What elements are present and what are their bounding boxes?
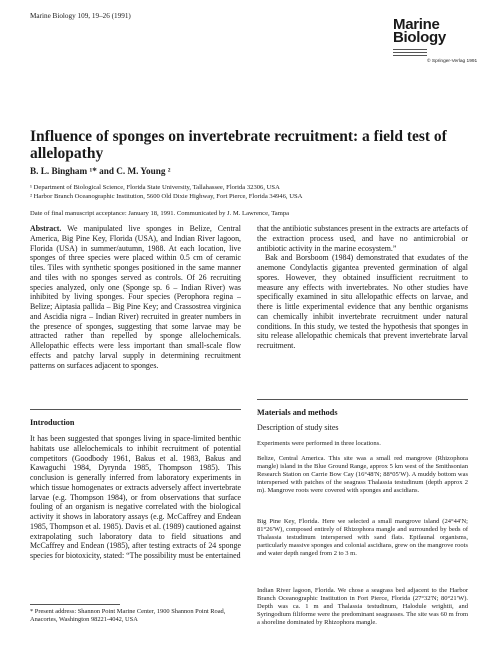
- logo-line-2: Biology: [393, 29, 446, 46]
- site-indian-river: Indian River lagoon, Florida. We chose a seagrass bed adjacent to the Harbor Branch Oceanographic Institution in Fort Pierce, Florida (27°32′N; 80°21′W). Depth was ca. 1 m and Thalassia testudinum, Halodule wrightii, and Syringodium filiforme were the predominant seagrasses. The site was 60 m from a shoreline dominated by Rhizophora mangle.: [257, 587, 468, 627]
- abstract-label: Abstract.: [30, 224, 62, 233]
- article-title: Influence of sponges on invertebrate recruitment: a field test of allelopathy: [30, 128, 447, 162]
- article-authors: B. L. Bingham ¹* and C. M. Young ²: [30, 166, 171, 176]
- journal-citation: Marine Biology 109, 19–26 (1991): [30, 12, 131, 20]
- section-divider-right: [257, 399, 468, 400]
- affiliation-1: ¹ Department of Biological Science, Florida State University, Tallahassee, Florida 32306, USA: [30, 184, 280, 191]
- logo-copyright: © Springer-Verlag 1991: [427, 59, 478, 64]
- section-divider: [30, 409, 241, 410]
- affiliations: [30, 183, 302, 201]
- intro-continued-para-1: that the antibiotic substances present in the extracts are artefacts of the extraction process used, and have no antimicrobial or antibiotic activity in the marine ecosystem.”: [257, 224, 468, 253]
- affiliation-2: ² Harbor Branch Oceanographic Institution, 5600 Old Dixie Highway, Fort Pierce, Florida 34946, USA: [30, 193, 303, 200]
- methods-heading: Materials and methods: [257, 408, 338, 417]
- intro-continued-para-2: Bak and Borsboom (1984) demonstrated that exudates of the anemone Condylactis gigantea prevented germination of algal spores. However, they obtained insufficient recruitment to measure any effects with invertebrates. No other studies have specifically examined in situ allelopathic effects on larvae, and there is little experimental evidence that any benthic organisms can chemically inhibit invertebrate recruitment under natural conditions. In this study, we tested the hypothesis that sponges in situ release allelopathic chemicals that prevent invertebrate larval recruitment.: [257, 253, 468, 350]
- study-sites-intro: Experiments were performed in three locations.: [257, 440, 381, 447]
- journal-logo: [393, 16, 478, 64]
- footnote-rule: [30, 604, 120, 605]
- abstract: [30, 224, 241, 370]
- intro-continued: [257, 224, 468, 351]
- introduction-heading: Introduction: [30, 418, 75, 427]
- study-sites-heading: Description of study sites: [257, 423, 339, 432]
- site-big-pine-key: Big Pine Key, Florida. Here we selected a small mangrove island (24°44′N; 81°26′W), composed entirely of Rhizophora mangle and surrounded by beds of Thalassia testudinum interspersed with sand flats. Epifaunal organisms, particularly massive sponges and colonial ascidians, grew on the mangrove roots and water depth ranged from 2 to 3 m.: [257, 518, 468, 558]
- footnote: * Present address: Shannon Point Marine Center, 1900 Shannon Point Road, Anacortes, Washington 98221-4042, USA: [30, 608, 226, 624]
- logo-fine-print: [393, 48, 427, 56]
- abstract-text: We manipulated live sponges in Belize, Central America, Big Pine Key, Florida (USA), and Indian River lagoon, Florida (USA) in summer/autumn, 1988. At each location, live sponges of three species were placed within 0.5 cm of ceramic tiles. Tiles with synthetic sponges positioned in the same manner and tiles with no sponges served as controls. Of 26 recruiting species analyzed, only one (Sponge sp. 6 – Indian River) was inhibited by living sponges. Four species (Perophora regina – Belize; Aiptasia pallida – Big Pine Key; and Crassostrea virginica and Ascidia nigra – Indian River) recruited in greater numbers in the presence of sponges, suggesting that some larvae may be attracted rather than repelled by sponge allelochemicals. Allelopathic effects were less important than small-scale flow effects and patchy larval supply in determining recruitment patterns on surfaces adjacent to sponges.: [30, 224, 241, 370]
- site-belize: Belize, Central America. This site was a small red mangrove (Rhizophora mangle) island in the Blue Ground Range, approx 5 km west of the Smithsonian Research Station on Carrie Bow Cay (16°48′N; 88°05′W). A muddy bottom was interspersed with patches of the seagrass Thalassia testudinum (depth approx 2 m). Mangrove roots were covered with sponges and ascidians.: [257, 455, 468, 495]
- logo-line-1: Marine: [393, 16, 440, 33]
- acceptance-date: Date of final manuscript acceptance: January 18, 1991. Communicated by J. M. Lawrence, Tampa: [30, 210, 290, 217]
- introduction-text: It has been suggested that sponges living in space-limited benthic habitats use allelochemicals to inhibit recruitment of potential competitors (Goodbody 1961, Bakus et al. 1983, Bakus and Kawaguchi 1984, Dyrynda 1985, Thompson 1985). This conclusion is generally inferred from laboratory experiments in which tissue homogenates or extracts adversely affect invertebrate larvae (e.g. Thompson 1984), or from observations that surface fouling of an organism is negative correlated with the biological activity it shows in laboratory assays (e.g. McCaffrey and Endean 1985, Thompson et al. 1985). Davis et al. (1989) cautioned against extrapolating such laboratory data to field situations and McCaffrey and Endean (1985), after testing extracts of 24 sponge species for biotoxicity, stated: “The possibility must be entertained: [30, 434, 241, 560]
